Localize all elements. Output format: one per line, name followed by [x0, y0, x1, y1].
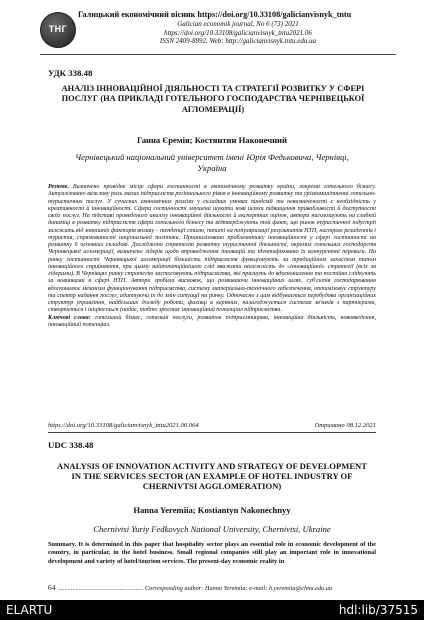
article-doi-link[interactable]: https://doi.org/10.33108/galicianvisnyk_tntu2021.06.064: [48, 422, 199, 429]
journal-header-text: [78, 10, 398, 46]
abstract-text-ua: Визначено провідне місце сфери гостинності в економічному розвитку країни, зокрема готельного бізнесу. Актуалізовано важливу роль малих підприємств регіонального рівня в інноваційному розвитку та урізноманітненні готельно-туристичних послуг. У сучасних економічних реаліях у складних умовах пандемії та невизначеності є необхідність у креативності й інноваційності. Сфера гостинності змушена шукати нові шляхи підвищення привабливості й доступності своїх послуг. На підставі проведеного аналізу інноваційної діяльності й експертних оцінок, автори наголошують на слабкій динаміці в розвитку підприємств сфери готельного бізнесу та відтверджують той факт, що ринок туристичної індустрії залежить від зовнішніх факторів впливу – тенденції стилю, попиті на популяризації результатів НТП, настрою резидентів і туристів, спрямованості національної політики. Проаналізовано проблематику інноваційності у сфері гостинності на розвитку її основних складові. Досліджено стратегію розвитку туристичної діяльності, окремих готельних господарств Чернівецької агломерації, визначено лідерів щодо впровадження інновацій та ідентифіковано їх конкурентні переваги. На ринку гостинності Чернівецької агломерації більшість підприємств функціонують за традиційним захистом типом інноваційного сприйняття, при цьому найпотенційнішою слід вважати належність до «інноваційної» стратегії (всіх за лідерами). В Чернівцях ринку стратегію застосовують підприємства, які прагнуть до вдосконалення та постійно слідкують за новинками в сфері НТП. Автори зробили висновок, що розвиваючи інноваційних шлях, суб'єктів господарювання вдосконалює механізм функціонування підприємства, систему матеріально-технічного забезпечення, оптимізовує структуру та спектр надання послуг, адаптуючи їх до змін ситуації на ринку. Одночасно з цим відбувається перебудова організаційних структур управління, найбільших досвіду роботи, фахівці в керівних, налагоджується система зв'язків з партнерами, створюється і ініціюється (надає, тобто зростає інноваційний потенціал підприємства.: [48, 184, 376, 314]
keywords-label-ua: Ключові слова:: [48, 314, 91, 321]
journal-issn: ISSN 2409-8892. Web: http://galicianvisnyk.tntu.edu.ua: [159, 37, 317, 45]
affiliation-en: Chernivtsi Yuriy Fedkovych National University, Chernivtsi, Ukraine: [93, 524, 331, 534]
abstract-en: [48, 541, 376, 566]
journal-title: Галицький економічний вісник https://doi.org/10.33108/galicianvisnyk_tntu: [78, 10, 352, 19]
title-ua: АНАЛІЗ ІННОВАЦІЙНОЇ ДІЯЛЬНОСТІ ТА СТРАТЕГІЇ РОЗВИТКУ У СФЕРІ ПОСЛУГ (НА ПРИКЛАДІ ГОТЕЛЬНОГО ГОСПОДАРСТВА ЧЕРНІВЕЦЬКОЇ АГЛОМЕРАЦІЇ): [61, 84, 365, 114]
udc-ua: УДК 338.48: [48, 68, 93, 78]
page-number: 64: [48, 583, 56, 592]
abstract-ua: [48, 184, 376, 329]
journal-doi: https://doi.org/10.33108/galicianvisnyk_tntu2021.06: [164, 28, 312, 37]
authors-ua: Ганна Єремія; Костянтин Наконечний: [137, 135, 287, 145]
logo-text: ТНГ: [48, 24, 68, 34]
abstract-text-en: It is determined in this paper that hospitality sector plays an essential role in economic development of the country, in particular, in the hotel business. Small regional companies still play an important role in innovational development and variety of hotel/tourism services. The present-day economic reality in: [48, 541, 376, 565]
repository-name: ELARTU: [6, 603, 53, 617]
authors-en: Hanna Yeremiia; Kostiantyn Nakonechnyy: [133, 505, 291, 515]
journal-issue: Galician economik journal, No 6 (73) 2021: [177, 20, 299, 28]
handle-id: hdl:lib/37515: [338, 603, 418, 617]
header-divider: [40, 54, 396, 55]
section-divider: [48, 432, 376, 433]
abstract-label-en: Summary.: [48, 541, 77, 548]
title-en: ANALYSIS OF INNOVATION ACTIVITY AND STRATEGY OF DEVELOPMENT IN THE SERVICES SECTOR (AN EXAMPLE OF HOTEL INDUSTRY OF CHERNIVTSI AGGLOMERATION): [57, 461, 367, 492]
viewer-status-bar: [0, 600, 424, 620]
page-footer: [48, 583, 376, 592]
affiliation-ua: Чернівецький національний університет імені Юрія Федьковича, Чернівці, Україна: [75, 152, 349, 173]
journal-header: [40, 10, 396, 56]
received-date: Отримано 08.12.2021: [314, 422, 376, 429]
doi-received-line: [48, 422, 376, 429]
journal-logo: [40, 12, 76, 48]
abstract-label-ua: Резюме.: [48, 184, 69, 190]
footer-author-note: ...................................................... Corresponding author: Hanna Yeremiia; e-mail: h.yeremiia@chnu.edu.ua: [58, 585, 333, 592]
keywords-text-ua: готельний бізнес, готельні послуги, розвиток підприємництва, інноваційна діяльність, нововведення, інноваційний потенціал.: [48, 314, 376, 328]
udc-en: UDC 338.48: [48, 440, 94, 450]
